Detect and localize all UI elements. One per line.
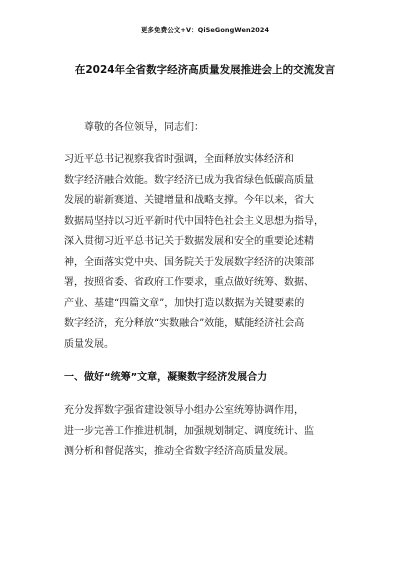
- paragraph-line: 署，按照省委、省政府工作要求，重点做好统筹、数据、: [64, 277, 314, 288]
- watermark-header: 更多免费公文+V：QiSeGongWen2024: [140, 26, 270, 34]
- paragraph-line: 数字经济融合效能。数字经济已成为我省绿色低碳高质量: [64, 174, 314, 186]
- salutation: 尊敬的各位领导，同志们：: [84, 122, 204, 133]
- paragraph-line: 质量发展。: [64, 338, 114, 350]
- paragraph-line: 深入贯彻习近平总书记关于数据发展和安全的重要论述精: [64, 236, 314, 247]
- paragraph-line: 充分发挥数字强省建设领导小组办公室统筹协调作用，: [64, 405, 304, 416]
- paragraph-line: 神，全面落实党中央、国务院关于发展数字经济的决策部: [64, 256, 314, 268]
- paragraph-line: 产业、基建“四篇文章”，加快打造以数据为关键要素的: [64, 297, 305, 309]
- paragraph-1: [64, 150, 354, 355]
- paragraph-2: [64, 401, 354, 463]
- paragraph-line: 数字经济，充分释放“实数融合”效能，赋能经济社会高: [64, 318, 305, 329]
- paragraph-line: 数据局坚持以习近平新时代中国特色社会主义思想为指导，: [64, 215, 324, 227]
- paragraph-line: 测分析和督促落实，推动全省数字经济高质量发展。: [64, 446, 294, 457]
- document-title: 在2024年全省数字经济高质量发展推进会上的交流发言: [74, 64, 336, 76]
- paragraph-line: 进一步完善工作推进机制，加强规划制定、调度统计、监: [64, 425, 314, 437]
- paragraph-line: 习近平总书记视察我省时强调，全面释放实体经济和: [64, 154, 294, 165]
- section-heading: 一、做好“统筹”文章，凝聚数字经济发展合力: [64, 372, 268, 383]
- paragraph-line: 发展的崭新赛道、关键增量和战略支撑。今年以来，省大: [64, 195, 314, 206]
